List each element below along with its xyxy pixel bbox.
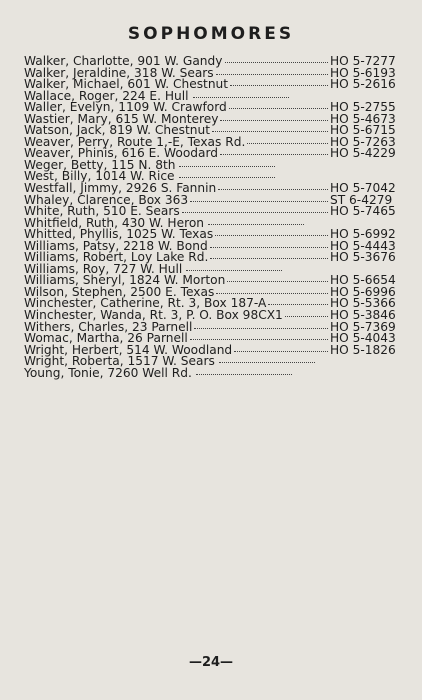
phone-number: HO 5-4673 bbox=[330, 111, 396, 126]
student-name-address: West, Billy, 1014 W. Rice bbox=[24, 169, 175, 184]
section-heading: SOPHOMORES bbox=[127, 24, 295, 44]
phone-number: HO 5-2616 bbox=[330, 77, 396, 92]
phone-number: HO 5-5366 bbox=[330, 296, 396, 311]
phone-number: HO 5-4043 bbox=[330, 331, 396, 346]
phone-number: HO 5-7277 bbox=[330, 54, 396, 68]
dot-leader bbox=[190, 200, 328, 202]
dot-leader bbox=[179, 165, 275, 167]
student-name-address: Williams, Roy, 727 W. Hull bbox=[24, 261, 183, 276]
phone-number: HO 5-7263 bbox=[330, 134, 396, 149]
student-name-address: Winchester, Wanda, Rt. 3, P. O. Box 98CX1 bbox=[24, 308, 283, 323]
dot-leader bbox=[268, 303, 328, 305]
dot-leader bbox=[210, 257, 328, 259]
phone-number: HO 5-3846 bbox=[330, 308, 396, 323]
dot-leader bbox=[225, 61, 329, 63]
phone-number: HO 5-4229 bbox=[330, 146, 396, 161]
page-number: —24— bbox=[188, 655, 234, 670]
dot-leader bbox=[216, 292, 328, 294]
phone-number: HO 5-6992 bbox=[330, 227, 396, 242]
dot-leader bbox=[193, 96, 289, 98]
student-name-address: Womac, Martha, 26 Parnell bbox=[24, 331, 188, 346]
student-name-address: Winchester, Catherine, Rt. 3, Box 187-A bbox=[24, 296, 267, 311]
student-list bbox=[24, 56, 402, 379]
student-name-address: Wallace, Roger, 224 E. Hull bbox=[24, 88, 189, 103]
dot-leader bbox=[230, 84, 328, 86]
student-name-address: Weger, Betty, 115 N. 8th bbox=[24, 157, 176, 172]
dot-leader bbox=[247, 142, 328, 144]
dot-leader bbox=[186, 269, 282, 271]
phone-number: HO 5-7465 bbox=[330, 204, 396, 219]
student-name-address: Walker, Michael, 601 W. Chestnut bbox=[24, 77, 229, 92]
dot-leader bbox=[210, 246, 328, 248]
student-name-address: Whitfield, Ruth, 430 W. Heron bbox=[24, 215, 205, 230]
dot-leader bbox=[234, 350, 328, 352]
phone-number: HO 5-6715 bbox=[330, 123, 396, 138]
phone-number: HO 5-6654 bbox=[330, 273, 396, 288]
dot-leader bbox=[220, 153, 328, 155]
student-name-address: Whitted, Phyllis, 1025 W. Texas bbox=[24, 227, 214, 242]
dot-leader bbox=[182, 211, 328, 213]
dot-leader bbox=[218, 188, 328, 190]
phone-number: HO 5-7042 bbox=[330, 181, 396, 196]
phone-number: HO 5-6193 bbox=[330, 65, 396, 80]
dot-leader bbox=[285, 315, 328, 317]
student-name-address: Waller, Evelyn, 1109 W. Crawford bbox=[24, 100, 227, 115]
student-name-address: Withers, Charles, 23 Parnell bbox=[24, 319, 193, 334]
dot-leader bbox=[216, 73, 328, 75]
student-name-address: Young, Tonie, 7260 Well Rd. bbox=[24, 365, 192, 380]
student-name-address: Williams, Patsy, 2218 W. Bond bbox=[24, 238, 208, 253]
dot-leader bbox=[208, 223, 304, 225]
dot-leader bbox=[196, 373, 292, 375]
student-name-address: Westfall, Jimmy, 2926 S. Fannin bbox=[24, 181, 217, 196]
student-name-address: Walker, Jeraldine, 318 W. Sears bbox=[24, 65, 214, 80]
list-item bbox=[24, 365, 402, 380]
dot-leader bbox=[179, 176, 275, 178]
student-name-address: Wastier, Mary, 615 W. Monterey bbox=[24, 111, 219, 126]
phone-number: HO 5-1826 bbox=[330, 342, 396, 357]
student-name-address: Wright, Herbert, 514 W. Woodland bbox=[24, 342, 233, 357]
phone-number: HO 5-7369 bbox=[330, 319, 396, 334]
student-name-address: Weaver, Perry, Route 1,-E, Texas Rd. bbox=[24, 134, 246, 149]
dot-leader bbox=[215, 234, 328, 236]
student-name-address: Wright, Roberta, 1517 W. Sears bbox=[24, 354, 215, 369]
student-name-address: Williams, Robert, Loy Lake Rd. bbox=[24, 250, 209, 265]
student-name-address: White, Ruth, 510 E. Sears bbox=[24, 204, 180, 219]
phone-number: HO 5-6996 bbox=[330, 284, 396, 299]
student-name-address: Watson, Jack, 819 W. Chestnut bbox=[24, 123, 210, 138]
student-name-address: Weaver, Phinis, 616 E. Woodard bbox=[24, 146, 219, 161]
dot-leader bbox=[219, 361, 315, 363]
dot-leader bbox=[190, 338, 328, 340]
dot-leader bbox=[194, 327, 328, 329]
dot-leader bbox=[220, 119, 328, 121]
dot-leader bbox=[229, 107, 328, 109]
dot-leader bbox=[227, 280, 328, 282]
phone-number: ST 6-4279 bbox=[330, 192, 393, 207]
student-name-address: Whaley, Clarence, Box 363 bbox=[24, 192, 189, 207]
dot-leader bbox=[212, 130, 328, 132]
phone-number: HO 5-4443 bbox=[330, 238, 396, 253]
phone-number: HO 5-2755 bbox=[330, 100, 396, 115]
student-name-address: Wilson, Stephen, 2500 E. Texas bbox=[24, 284, 215, 299]
student-name-address: Williams, Sheryl, 1824 W. Morton bbox=[24, 273, 226, 288]
student-name-address: Walker, Charlotte, 901 W. Gandy bbox=[24, 54, 223, 68]
phone-number: HO 5-3676 bbox=[330, 250, 396, 265]
